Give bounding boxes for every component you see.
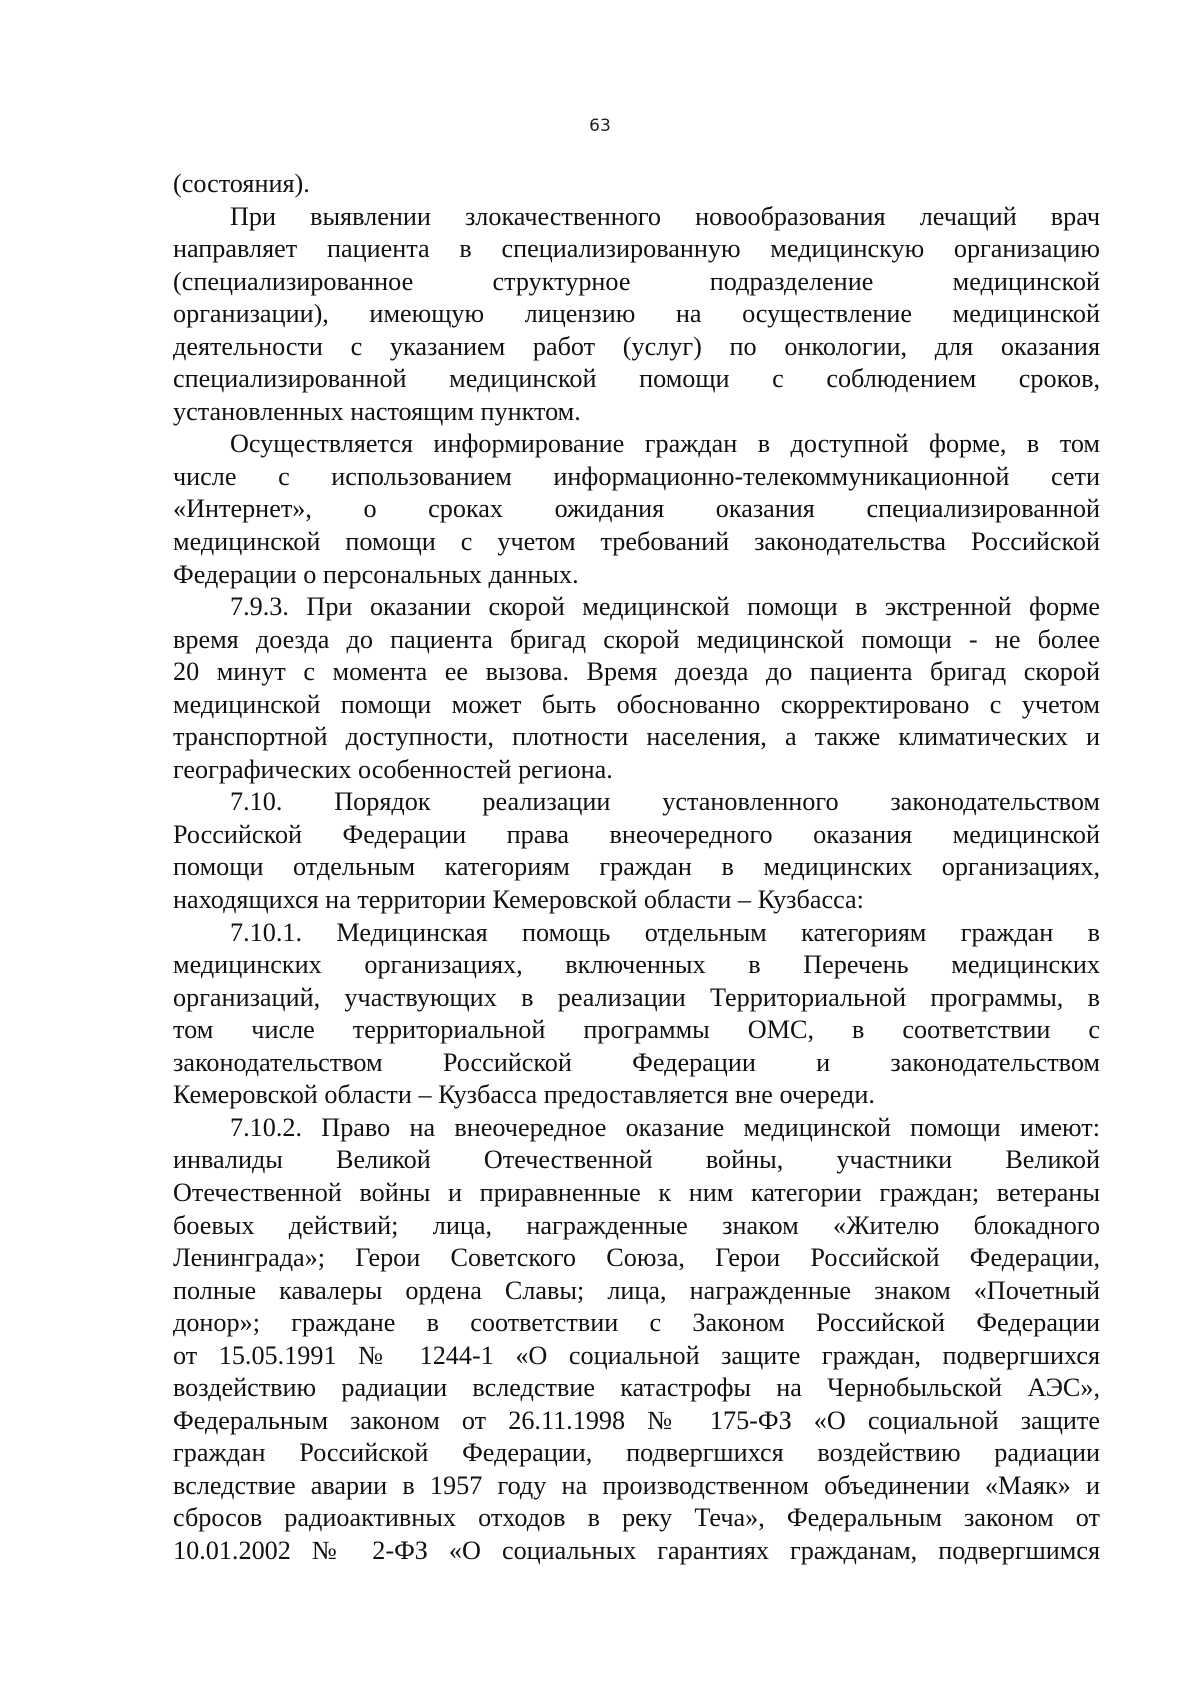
document-body (173, 168, 1100, 1568)
text-line: 7.10. Порядок реализации установленного законодательством (230, 787, 1100, 817)
text-line: Федеральным законом от 26.11.1998 № 175-ФЗ «О социальной защите (173, 1405, 1100, 1435)
text-line: граждан Российской Федерации, подвергшихся воздействию радиации (173, 1438, 1100, 1468)
paragraph (173, 201, 1100, 429)
text-line: Отечественной войны и приравненные к ним категории граждан; ветераны (173, 1177, 1100, 1207)
text-line: вследствие аварии в 1957 году на производственном объединении «Маяк» и (173, 1470, 1100, 1500)
text-line: находящихся на территории Кемеровской области – Кузбасса: (173, 885, 864, 915)
text-line: боевых действий; лица, награжденные знаком «Жителю блокадного (173, 1210, 1100, 1240)
text-line: законодательством Российской Федерации и законодательством (173, 1047, 1100, 1077)
text-line: Кемеровской области – Кузбасса предоставляется вне очереди. (173, 1080, 875, 1110)
text-line: 20 минут с момента ее вызова. Время доезда до пациента бригад скорой (173, 657, 1100, 687)
paragraph (173, 428, 1100, 591)
text-line: от 15.05.1991 № 1244-1 «О социальной защите граждан, подвергшихся (173, 1340, 1100, 1370)
text-line: медицинской помощи может быть обоснованно скорректировано с учетом (173, 689, 1100, 719)
paragraph (173, 917, 1100, 1112)
text-line: установленных настоящим пунктом. (173, 396, 581, 426)
text-line: числе с использованием информационно-телекоммуникационной сети (173, 461, 1100, 491)
text-line: сбросов радиоактивных отходов в реку Теча», Федеральным законом от (173, 1503, 1100, 1533)
text-line: медицинской помощи с учетом требований законодательства Российской (173, 527, 1100, 557)
text-line: время доезда до пациента бригад скорой медицинской помощи - не более (173, 624, 1100, 654)
text-line: медицинских организациях, включенных в Перечень медицинских (173, 950, 1100, 980)
text-line: инвалиды Великой Отечественной войны, участники Великой (173, 1145, 1100, 1175)
text-line: Российской Федерации права внеочередного оказания медицинской (173, 819, 1100, 849)
text-line: 10.01.2002 № 2-ФЗ «О социальных гарантиях гражданам, подвергшимся (173, 1535, 1100, 1565)
text-line: (состояния). (173, 169, 310, 198)
text-line: 7.10.1. Медицинская помощь отдельным категориям граждан в (230, 917, 1100, 947)
paragraph (173, 1112, 1100, 1568)
text-line: деятельности с указанием работ (услуг) по онкологии, для оказания (173, 331, 1100, 361)
text-line: Ленинграда»; Герои Советского Союза, Герои Российской Федерации, (173, 1243, 1100, 1273)
paragraph (173, 786, 1100, 916)
text-line: Осуществляется информирование граждан в доступной форме, в том (230, 429, 1100, 459)
text-line: «Интернет», о сроках ожидания оказания специализированной (173, 494, 1100, 524)
text-line: При выявлении злокачественного новообразования лечащий врач (230, 201, 1100, 231)
page-number: 63 (589, 116, 611, 136)
text-line: географических особенностей региона. (173, 754, 613, 784)
text-line: донор»; граждане в соответствии с Законом Российской Федерации (173, 1308, 1100, 1338)
text-line: Федерации о персональных данных. (173, 559, 579, 589)
text-line: организаций, участвующих в реализации Территориальной программы, в (173, 982, 1100, 1012)
text-line: направляет пациента в специализированную медицинскую организацию (173, 234, 1100, 264)
text-line: (специализированное структурное подразделение медицинской (173, 266, 1100, 296)
text-line: организации), имеющую лицензию на осуществление медицинской (173, 299, 1100, 329)
text-line: специализированной медицинской помощи с соблюдением сроков, (173, 364, 1100, 394)
text-line: воздействию радиации вследствие катастрофы на Чернобыльской АЭС», (173, 1373, 1100, 1403)
text-line: помощи отдельным категориям граждан в медицинских организациях, (173, 852, 1100, 882)
paragraph (173, 168, 1100, 201)
text-line: полные кавалеры ордена Славы; лица, награжденные знаком «Почетный (173, 1275, 1100, 1305)
text-line: транспортной доступности, плотности населения, а также климатических и (173, 722, 1100, 752)
text-line: 7.10.2. Право на внеочередное оказание медицинской помощи имеют: (230, 1112, 1100, 1142)
paragraph (173, 591, 1100, 786)
text-line: 7.9.3. При оказании скорой медицинской помощи в экстренной форме (230, 592, 1100, 622)
text-line: том числе территориальной программы ОМС, в соответствии с (173, 1015, 1100, 1045)
